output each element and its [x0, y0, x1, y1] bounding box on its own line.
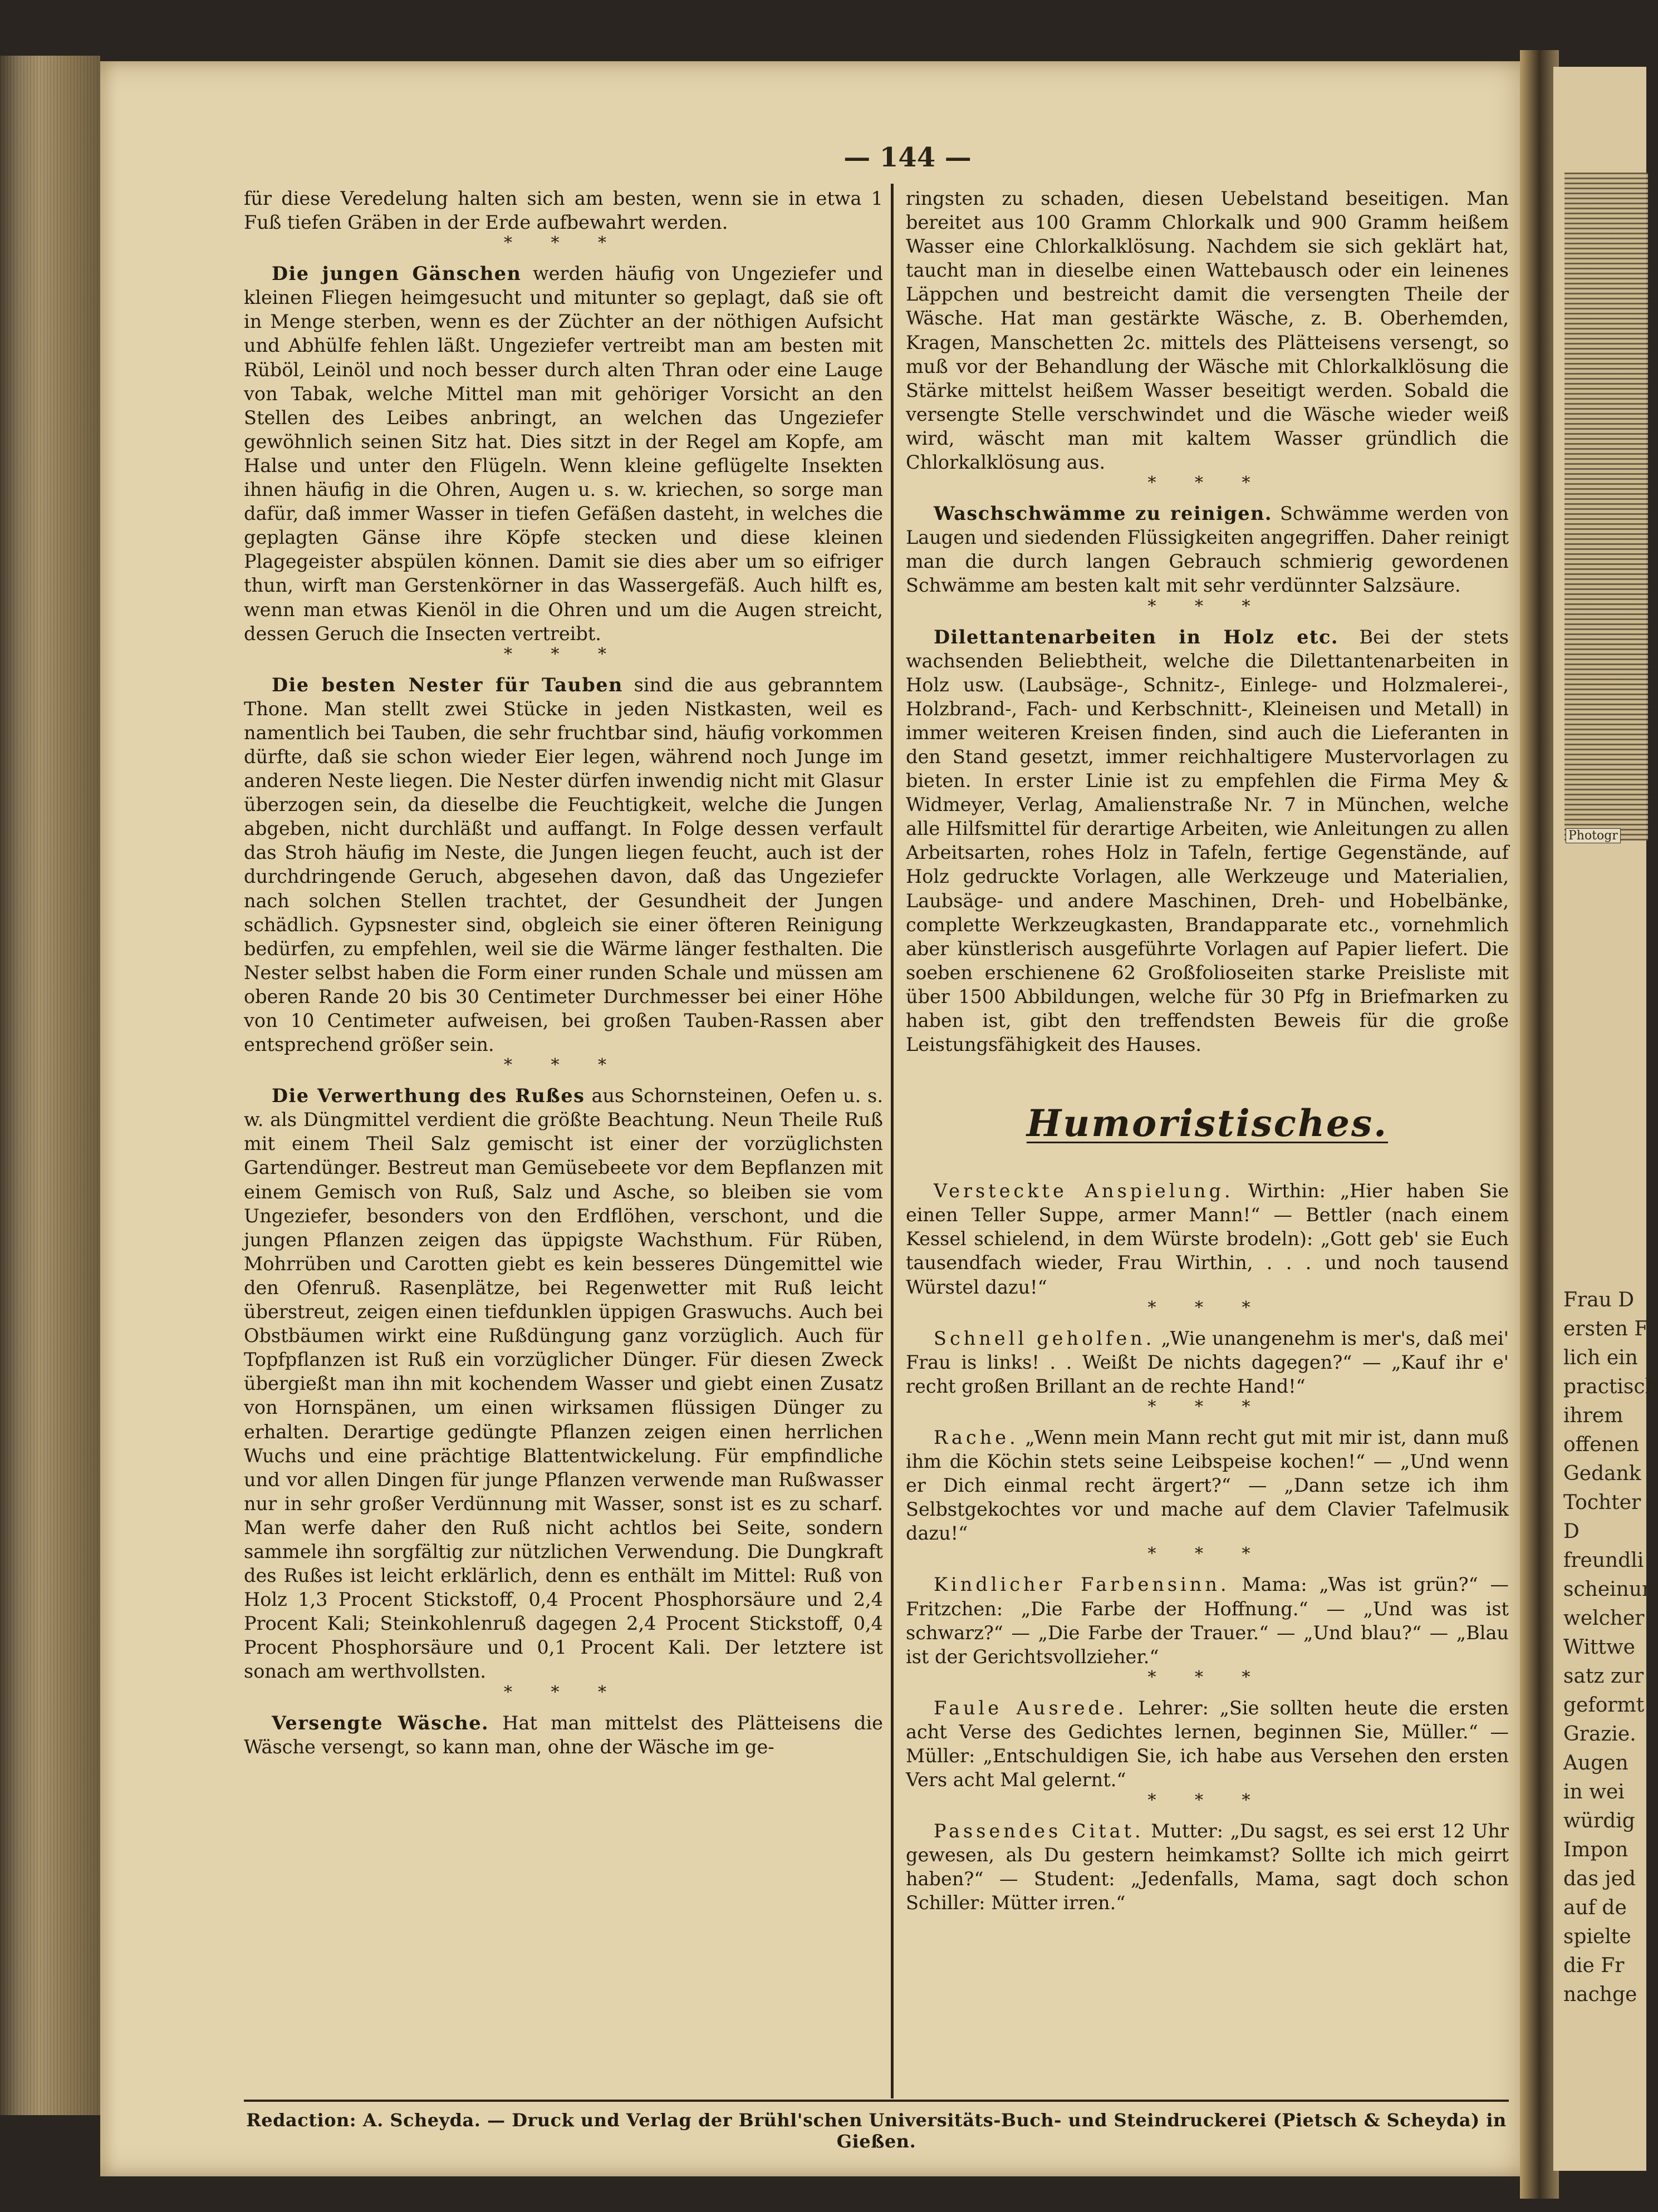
section-stars: * * * [1147, 1544, 1267, 1564]
fragment-line: geformt [1563, 1694, 1645, 1717]
article-waesche-continued: ringsten zu schaden, diesen Uebelstand beseitigen. Man bereitet aus 100 Gramm Chlorkalk und 900 Gramm heißem Wasser eine Chlorkalklösung. Nachdem sie sich geklärt hat, taucht man in dieselbe einen Wattebausch oder ein leinenes Läppchen und bestreicht damit die versengten Theile der Wäsche. Hat man gestärkte Wäsche, z. B. Oberhemden, Kragen, Manschetten 2c. mittels des Plätteisens versengt, so muß vor der Behandlung der Wäsche mit Chlorkalklösung die Stärke mittelst heißem Wasser beseitigt werden. Sobald die versengte Stelle verschwindet und die Wäsche wieder weiß wird, wäscht man mit kaltem Wasser gründlich die Chlorkalklösung aus. [906, 188, 1509, 474]
fragment-line: Tochter [1563, 1491, 1641, 1514]
joke [906, 1696, 1509, 1792]
section-stars: * * * [1147, 1667, 1267, 1687]
joke-title: Versteckte Anspielung. [934, 1180, 1234, 1202]
illustration-plate [1564, 173, 1648, 840]
article-heading: Versengte Wäsche. [272, 1712, 489, 1734]
article-body: Schwämme werden von Laugen und siedenden Flüssigkeiten angegriffen. Daher reinigt man die durch langen Gebrauch schmierig gewordenen Schwämme am besten kalt mit sehr verdünnter Salzsäure. [906, 503, 1509, 597]
fragment-line: das jed [1563, 1867, 1636, 1890]
facing-page [1553, 67, 1658, 2171]
fragment-line: die Fr [1563, 1954, 1625, 1977]
fragment-line: würdig [1563, 1810, 1635, 1832]
column-divider [891, 184, 894, 2098]
fragment-line: Gedank [1563, 1462, 1641, 1485]
section-stars: * * * [1147, 596, 1267, 616]
fragment-line: satz zur [1563, 1665, 1644, 1688]
joke [906, 1425, 1509, 1545]
joke-title: Passendes Citat. [934, 1820, 1144, 1842]
article-body: Hat man mittelst des Plätteisens die Wäsche versengt, so kann man, ohne der Wäsche im ge- [244, 1712, 883, 1758]
page-number: — 144 — [843, 142, 972, 173]
article-gaense [244, 262, 883, 646]
article-heading: Die jungen Gänschen [272, 263, 522, 285]
fragment-line: D [1563, 1520, 1579, 1543]
fragment-line: lich ein [1563, 1346, 1638, 1369]
fragment-line: Grazie. [1563, 1723, 1636, 1746]
article-tauben [244, 673, 883, 1057]
intro-paragraph: für diese Veredelung halten sich am besten, wenn sie in etwa 1 Fuß tiefen Gräben in der Erde aufbewahrt werden. [244, 188, 883, 234]
section-stars: * * * [503, 233, 624, 253]
joke-title: Schnell geholfen. [934, 1327, 1155, 1349]
section-stars: * * * [1147, 1297, 1267, 1318]
joke [906, 1179, 1509, 1299]
joke-text: Lehrer: „Sie sollten heute die ersten acht Verse des Gedichtes lernen, beginnen Sie, Müller.“ — Müller: „Entschuldigen Sie, ich habe aus Versehen den ersten Vers acht Mal gelernt.“ [906, 1697, 1509, 1791]
section-stars: * * * [1147, 473, 1267, 493]
joke-text: Wirthin: „Hier haben Sie einen Teller Suppe, armer Mann!“ — Bettler (nach einem Kessel schielend, in dem Würste brodeln): „Gott geb' sie Euch tausendfach wieder, Frau Wirthin, . . . und noch tausend Würstel dazu!“ [906, 1180, 1509, 1298]
article-russ [244, 1084, 883, 1683]
fragment-line: ihrem [1563, 1404, 1623, 1427]
footer-rule [244, 2100, 1509, 2102]
joke-title: Rache. [934, 1426, 1019, 1448]
section-stars: * * * [503, 1682, 624, 1702]
fragment-line: Augen [1563, 1752, 1628, 1774]
article-body: Bei der stets wachsenden Beliebtheit, welche die Dilettantenarbeiten in Holz usw. (Laubsäge-, Schnitz-, Einlege- und Holzmalerei-, Holzbrand-, Fach- und Kerbschnitt-, Kleineisen und Metall) in immer weiteren Kreisen finden, sind auch die Lieferanten in den Stand gesetzt, immer reichhaltigere Mustervorlagen zu bieten. In erster Linie ist zu empfehlen die Firma Mey & Widmeyer, Verlag, Amalienstraße Nr. 7 in München, welche alle Hilfsmittel für derartige Arbeiten, wie Anleitungen zu allen Arbeitsarten, rohes Holz in Tafeln, fertige Gegenstände, auf Holz gedruckte Vorlagen, alle Werkzeuge und Materialien, Laubsäge- und andere Maschinen, Dreh- und Hobelbänke, complette Werkzeugkasten, Brandapparate etc., vornehmlich aber künstlerisch ausgeführte Vorlagen auf Papier liefert. Die soeben erschienene 62 Großfolioseiten starke Preisliste mit über 1500 Abbildungen, welche für 30 Pfg in Briefmarken zu haben ist, gibt den treffendsten Beweis für die große Leistungsfähigkeit des Hauses. [906, 626, 1509, 1056]
right-column [906, 186, 1509, 1915]
joke-text: Mama: „Was ist grün?“ — Fritzchen: „Die Farbe der Hoffnung.“ — „Und was ist schwarz?“ — „Die Farbe der Trauer.“ — „Und blau?“ — „Blau ist der Gerichtsvollzieher.“ [906, 1574, 1509, 1668]
fragment-line: Impon [1563, 1839, 1628, 1861]
article-heading: Die Verwerthung des Rußes [272, 1085, 585, 1107]
section-stars: * * * [503, 644, 624, 664]
article-body: sind die aus gebranntem Thone. Man stellt zwei Stücke in jeden Nistkasten, weil es namentlich bei Tauben, die sehr fruchtbar sind, häufig vorkommen dürfte, daß sie schon wieder Eier legen, während noch Junge im anderen Neste liegen. Die Nester dürfen inwendig nicht mit Glasur überzogen sein, da dieselbe die Feuchtigkeit, welche die Jungen abgeben, nicht durchläßt und auffangt. In Folge dessen verfault das Stroh häufig im Neste, die Jungen liegen feucht, auch ist der durchdringende Geruch, abgesehen davon, daß das Ungeziefer nach solchen Stellen trachtet, der Gesundheit der Jungen schädlich. Gypsnester sind, obgleich sie einer öfteren Reinigung bedürfen, zu empfehlen, weil sie die Wärme länger festhalten. Die Nester selbst haben die Form einer runden Schale und müssen am oberen Rande 20 bis 30 Centimeter Durchmesser bei einer Höhe von 10 Centimeter aufweisen, bei großen Tauben-Rassen aber entsprechend größer sein. [244, 674, 883, 1056]
article-waesche [244, 1711, 883, 1759]
article-schwaemme [906, 502, 1509, 597]
section-stars: * * * [503, 1055, 624, 1075]
section-stars: * * * [1147, 1791, 1267, 1811]
fragment-line: spielte [1563, 1925, 1631, 1948]
joke [906, 1326, 1509, 1398]
plate-caption: Photogr [1566, 828, 1621, 843]
fragment-line: welcher [1563, 1607, 1645, 1630]
article-holz [906, 625, 1509, 1057]
joke [906, 1572, 1509, 1668]
fragment-line: scheinun [1563, 1578, 1655, 1601]
fragment-line: offenen [1563, 1433, 1640, 1456]
fragment-line: auf de [1563, 1896, 1627, 1919]
article-heading: Die besten Nester für Tauben [272, 674, 623, 696]
joke-text: Mutter: „Du sagst, es sei erst 12 Uhr gewesen, als Du gestern heimkamst? Sollte ich mich geirrt haben?“ — Student: „Jedenfalls, Mama, sagt doch schon Schiller: Mütter irren.“ [906, 1820, 1509, 1914]
joke [906, 1819, 1509, 1915]
fragment-line: freundli [1563, 1549, 1644, 1572]
joke-text: „Wenn mein Mann recht gut mit mir ist, dann muß ihm die Köchin stets seine Leibspeise kochen!“ — „Und wenn er Dich einmal recht ärgert?“ — „Dann setze ich ihm Selbstgekochtes vor und mache auf dem Clavier Tafelmusik dazu!“ [906, 1426, 1509, 1545]
fragment-line: practisch [1563, 1375, 1658, 1398]
section-stars: * * * [1147, 1397, 1267, 1417]
article-body: werden häufig von Ungeziefer und kleinen Fliegen heimgesucht und mitunter so geplagt, daß sie oft in Menge sterben, wenn es der Züchter an der nöthigen Aufsicht und Abhülfe fehlen läßt. Ungeziefer vertreibt man am besten mit Rüböl, Leinöl und noch besser durch alten Thran oder eine Lauge von Tabak, welche Mittel man mit gehöriger Vorsicht an den Stellen des Leibes anbringt, an welchen das Ungeziefer gewöhnlich seinen Sitz hat. Dies sitzt in der Regel am Kopfe, am Halse und unter den Flügeln. Wenn kleine geflügelte Insekten ihnen häufig in die Ohren, Augen u. s. w. kriechen, so sorge man dafür, daß immer Wasser in tiefen Gefäßen dasteht, in welches die geplagten Gänse ihre Köpfe stecken und diese kleinen Plagegeister abspülen können. Damit sie dies aber um so eifriger thun, wirft man Gerstenkörner in das Wassergefäß. Auch hilft es, wenn man etwas Kienöl in die Ohren und um die Augen streicht, dessen Geruch die Insecten vertreibt. [244, 263, 883, 645]
section-title-humor: Humoristisches. [1026, 1102, 1389, 1146]
facing-page-text [1563, 1286, 1658, 2009]
fragment-line: ersten F [1563, 1318, 1649, 1340]
left-column [244, 186, 883, 1759]
fragment-line: Wittwe [1563, 1636, 1635, 1659]
fragment-line: nachge [1563, 1983, 1637, 2006]
joke-title: Kindlicher Farbensinn. [934, 1574, 1230, 1596]
fragment-line: in wei [1563, 1781, 1625, 1803]
fragment-line: Frau D [1563, 1289, 1635, 1311]
article-heading: Dilettantenarbeiten in Holz etc. [934, 626, 1339, 648]
article-body: aus Schornsteinen, Oefen u. s. w. als Düngmittel verdient die größte Beachtung. Neun Theile Ruß mit einem Theil Salz gemischt ist einer der vorzüglichsten Gartendünger. Bestreut man Gemüsebeete vor dem Bepflanzen mit einem Gemisch von Ruß, Salz und Asche, so bleiben sie vom Ungeziefer, besonders von den Erdflöhen, verschont, und die jungen Pflanzen zeigen das üppigste Wachsthum. Für Rüben, Mohrrüben und Carotten giebt es kein besseres Düngemittel wie den Ofenruß. Rasenplätze, bei Regenwetter mit Ruß leicht überstreut, zeigen einen tiefdunklen üppigen Graswuchs. Auch bei Obstbäumen wirkt eine Rußdüngung ganz vorzüglich. Auch für Topfpflanzen ist Ruß ein vorzüglicher Dünger. Für diesen Zweck übergießt man ihn mit kochendem Wasser und giebt einen Zusatz von Hornspänen, um einen wirksamen flüssigen Dünger zu erhalten. Derartige gedüngte Pflanzen zeigen einen herrlichen Wuchs und eine prächtige Blattentwickelung. Für empfindliche und vor allen Dingen für junge Pflanzen verwende man Rußwasser nur in sehr großer Verdünnung mit Wasser, sonst ist es zu scharf. Man werfe daher den Ruß nicht achtlos bei Seite, sondern sammele ihn sorgfältig zur nützlichen Verwendung. Die Dungkraft des Rußes ist leicht erklärlich, denn es enthält im Mittel: Ruß von Holz 1,3 Procent Stickstoff, 0,4 Procent Phosphorsäure und 2,4 Procent Kali; Steinkohlenruß dagegen 2,4 Procent Stickstoff, 0,4 Procent Phosphorsäure und 0,1 Procent Kali. Der letztere ist sonach am werthvollsten. [244, 1085, 883, 1683]
book-page-stack [0, 56, 100, 2115]
joke-text: „Wie unangenehm is mer's, daß mei' Frau is links! . . Weißt De nichts dagegen?“ — „Kauf ihr e' recht großen Brillant an de rechte Hand!“ [906, 1327, 1509, 1397]
imprint-footer: Redaction: A. Scheyda. — Druck und Verlag der Brühl'schen Universitäts-Buch- und Steindruckerei (Pietsch & Scheyda) in Gießen. [246, 2110, 1507, 2152]
joke-title: Faule Ausrede. [934, 1697, 1127, 1719]
article-heading: Waschschwämme zu reinigen. [934, 503, 1273, 525]
